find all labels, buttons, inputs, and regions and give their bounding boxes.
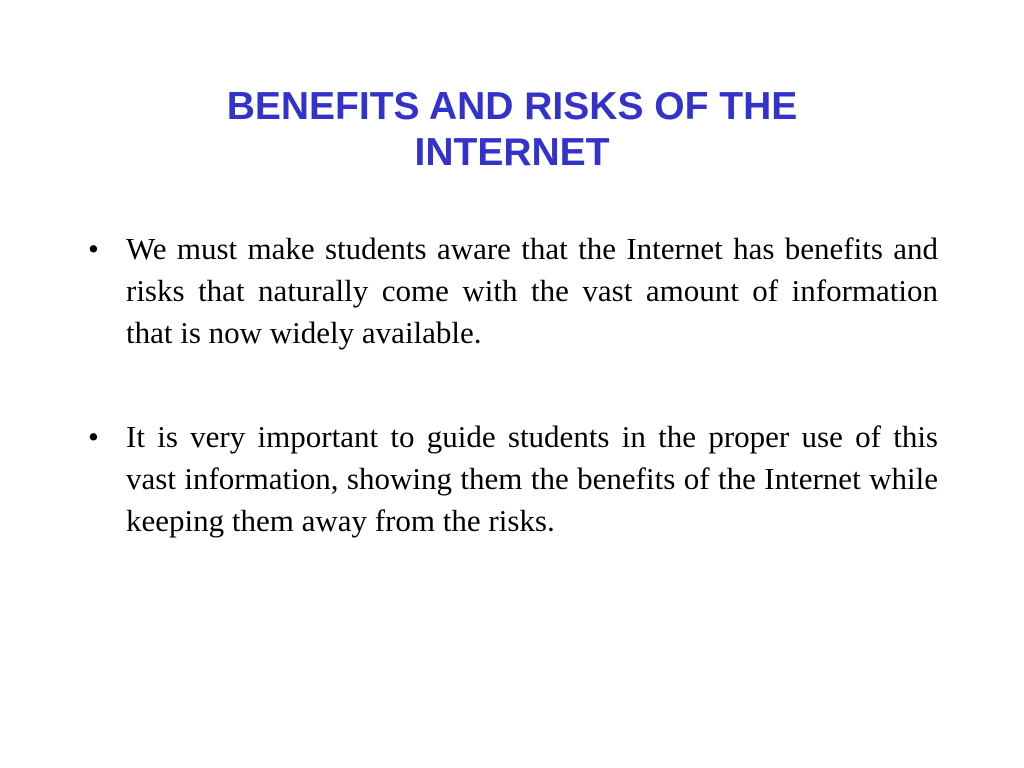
bullet-marker: • bbox=[88, 231, 99, 266]
bullet-list bbox=[76, 228, 938, 604]
slide-title: BENEFITS AND RISKS OF THE INTERNET bbox=[226, 85, 798, 174]
bullet-text: It is very important to guide students in the proper use of this vast information, showing them the benefits of the Internet while keeping them away from the risks. bbox=[126, 419, 938, 538]
bullet-item bbox=[76, 228, 938, 354]
bullet-item bbox=[76, 416, 938, 542]
bullet-text: We must make students aware that the Internet has benefits and risks that naturally come with the vast amount of information that is now widely available. bbox=[126, 231, 938, 350]
bullet-marker: • bbox=[88, 419, 99, 454]
